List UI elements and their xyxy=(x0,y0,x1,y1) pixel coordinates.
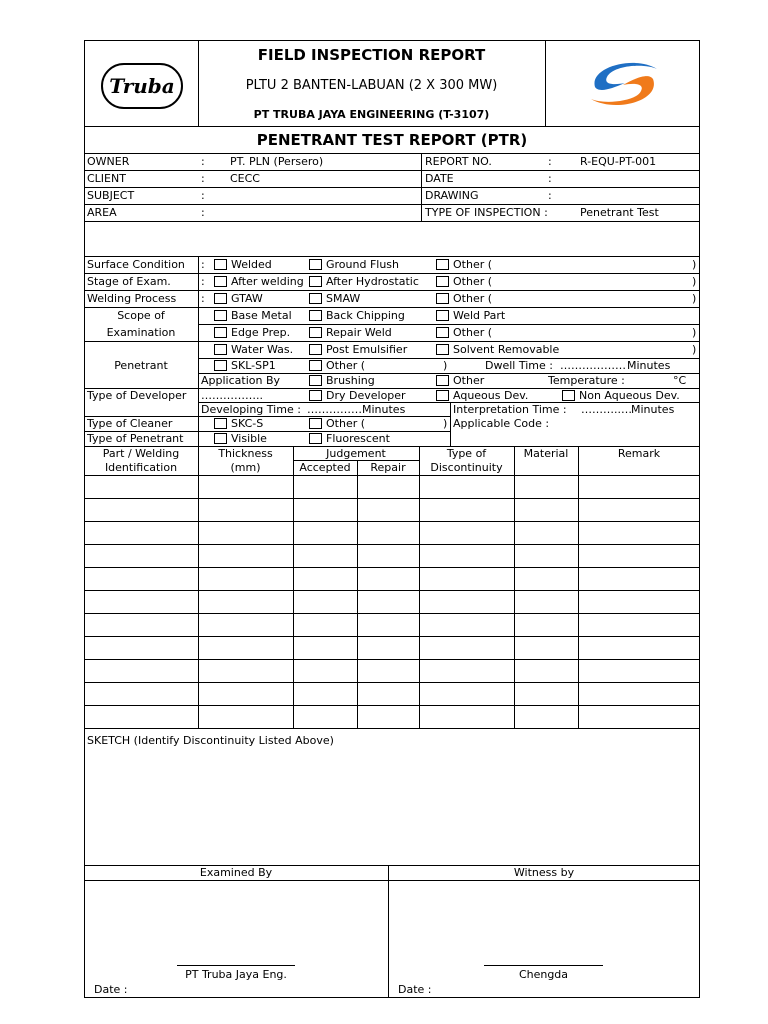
examiner-signature-line xyxy=(177,965,295,966)
checkbox-skl-sp1[interactable] xyxy=(214,360,227,371)
type-of-cleaner-label: Type of Cleaner xyxy=(87,417,173,430)
report-no-label: REPORT NO. xyxy=(425,155,492,168)
application-by-label: Application By xyxy=(201,374,281,387)
close-paren: ) xyxy=(692,343,697,356)
skc-s-label: SKC-S xyxy=(231,417,264,430)
checkbox-welded[interactable] xyxy=(214,259,227,270)
scope-label-line1: Scope of xyxy=(117,309,165,322)
col-type-header-line1: Type of xyxy=(446,447,487,460)
witness-org: Chengda xyxy=(518,968,569,981)
col-thickness-header-line2: (mm) xyxy=(230,461,261,474)
ground-flush-label: Ground Flush xyxy=(326,258,400,271)
colon: : xyxy=(201,189,205,202)
checkbox-other[interactable] xyxy=(309,418,322,429)
checkbox-other[interactable] xyxy=(436,259,449,270)
checkbox-dry-developer[interactable] xyxy=(309,390,322,401)
close-paren: ) xyxy=(443,417,448,430)
dwell-time-dots: ……………… xyxy=(560,359,626,372)
checkbox-other[interactable] xyxy=(309,360,322,371)
truba-logo-text: Truba xyxy=(109,74,175,98)
col-type-header-line2: Discontinuity xyxy=(430,461,503,474)
dwell-time-label: Dwell Time : xyxy=(485,359,553,372)
other-label: Other ( xyxy=(453,275,493,288)
witness-date-label: Date : xyxy=(398,983,432,996)
other-label: Other ( xyxy=(326,359,366,372)
checkbox-aqueous-dev[interactable] xyxy=(436,390,449,401)
checkbox-fluorescent[interactable] xyxy=(309,433,322,444)
type-of-penetrant-label: Type of Penetrant xyxy=(87,432,184,445)
interpretation-time-dots: ………..… xyxy=(581,403,632,416)
examiner-org: PT Truba Jaya Eng. xyxy=(185,968,287,981)
examined-by-label: Examined By xyxy=(199,866,273,879)
dwell-time-unit: Minutes xyxy=(627,359,671,372)
non-aqueous-dev-label: Non Aqueous Dev. xyxy=(579,389,680,402)
skl-sp1-label: SKL-SP1 xyxy=(231,359,276,372)
colon: : xyxy=(548,172,552,185)
surface-condition-label: Surface Condition xyxy=(87,258,185,271)
water-was-label: Water Was. xyxy=(231,343,294,356)
post-emulsifier-label: Post Emulsifier xyxy=(326,343,408,356)
checkbox-visible[interactable] xyxy=(214,433,227,444)
checkbox-edge-prep[interactable] xyxy=(214,327,227,338)
checkbox-other[interactable] xyxy=(436,293,449,304)
applicable-code-label: Applicable Code : xyxy=(453,417,550,430)
inspection-type-value: Penetrant Test xyxy=(580,206,659,219)
checkbox-after-welding[interactable] xyxy=(214,276,227,287)
weld-part-label: Weld Part xyxy=(453,309,506,322)
interpretation-time-label: Interpretation Time : xyxy=(453,403,567,416)
company-emblem-icon xyxy=(585,55,663,113)
colon: : xyxy=(201,292,205,305)
project-name: PLTU 2 BANTEN-LABUAN (2 X 300 MW) xyxy=(245,78,498,93)
base-metal-label: Base Metal xyxy=(231,309,292,322)
client-value: CECC xyxy=(230,172,260,185)
brushing-label: Brushing xyxy=(326,374,375,387)
dry-developer-label: Dry Developer xyxy=(326,389,406,402)
inspection-type-label: TYPE OF INSPECTION : xyxy=(425,206,548,219)
colon: : xyxy=(201,258,205,271)
checkbox-brushing[interactable] xyxy=(309,375,322,386)
colon: : xyxy=(201,155,205,168)
checkbox-gtaw[interactable] xyxy=(214,293,227,304)
checkbox-water-was[interactable] xyxy=(214,344,227,355)
col-thickness-header-line1: Thickness xyxy=(218,447,273,460)
smaw-label: SMAW xyxy=(326,292,361,305)
other-label: Other ( xyxy=(453,258,493,271)
checkbox-other[interactable] xyxy=(436,327,449,338)
fluorescent-label: Fluorescent xyxy=(326,432,390,445)
interpretation-time-unit: Minutes xyxy=(631,403,675,416)
col-repair-header: Repair xyxy=(370,461,406,474)
checkbox-post-emulsifier[interactable] xyxy=(309,344,322,355)
other-label: Other xyxy=(453,374,485,387)
colon: : xyxy=(201,206,205,219)
drawing-label: DRAWING xyxy=(425,189,479,202)
close-paren: ) xyxy=(692,258,697,271)
colon: : xyxy=(201,275,205,288)
developing-time-label: Developing Time : xyxy=(201,403,301,416)
temperature-label: Temperature : xyxy=(548,374,625,387)
checkbox-skc-s[interactable] xyxy=(214,418,227,429)
owner-label: OWNER xyxy=(87,155,130,168)
checkbox-repair-weld[interactable] xyxy=(309,327,322,338)
scope-label-line2: Examination xyxy=(106,326,176,339)
stage-of-exam-label: Stage of Exam. xyxy=(87,275,171,288)
examiner-date-label: Date : xyxy=(94,983,128,996)
checkbox-back-chipping[interactable] xyxy=(309,310,322,321)
checkbox-smaw[interactable] xyxy=(309,293,322,304)
owner-value: PT. PLN (Persero) xyxy=(230,155,324,168)
col-part-header-line2: Identification xyxy=(104,461,178,474)
other-label: Other ( xyxy=(453,292,493,305)
close-paren: ) xyxy=(692,275,697,288)
other-label: Other ( xyxy=(326,417,366,430)
sketch-label: SKETCH (Identify Discontinuity Listed Above) xyxy=(87,734,334,747)
witness-signature-line xyxy=(484,965,603,966)
area-label: AREA xyxy=(87,206,117,219)
header-title: FIELD INSPECTION REPORT xyxy=(257,46,486,64)
checkbox-ground-flush[interactable] xyxy=(309,259,322,270)
col-judgement-header: Judgement xyxy=(326,447,386,460)
subject-label: SUBJECT xyxy=(87,189,135,202)
col-remark-header: Remark xyxy=(617,447,661,460)
celsius-unit: °C xyxy=(673,374,687,387)
close-paren: ) xyxy=(443,359,448,372)
edge-prep-label: Edge Prep. xyxy=(231,326,291,339)
visible-label: Visible xyxy=(231,432,267,445)
colon: : xyxy=(201,172,205,185)
checkbox-other[interactable] xyxy=(436,375,449,386)
developing-time-value: ……………Minutes xyxy=(307,403,406,416)
colon: : xyxy=(548,189,552,202)
checkbox-base-metal[interactable] xyxy=(214,310,227,321)
report-no-value: R-EQU-PT-001 xyxy=(580,155,657,168)
company-name: PT TRUBA JAYA ENGINEERING (T-3107) xyxy=(253,108,490,121)
other-label: Other ( xyxy=(453,326,493,339)
checkbox-weld-part[interactable] xyxy=(436,310,449,321)
gtaw-label: GTAW xyxy=(231,292,263,305)
type-of-developer-label: Type of Developer xyxy=(87,389,187,402)
back-chipping-label: Back Chipping xyxy=(326,309,405,322)
close-paren: ) xyxy=(692,292,697,305)
solvent-removable-label: Solvent Removable xyxy=(453,343,560,356)
aqueous-dev-label: Aqueous Dev. xyxy=(453,389,529,402)
penetrant-label: Penetrant xyxy=(114,359,168,372)
after-welding-label: After welding xyxy=(231,275,304,288)
checkbox-non-aqueous-dev[interactable] xyxy=(562,390,575,401)
welding-process-label: Welding Process xyxy=(87,292,177,305)
checkbox-other[interactable] xyxy=(436,276,449,287)
witness-by-label: Witness by xyxy=(513,866,575,879)
repair-weld-label: Repair Weld xyxy=(326,326,392,339)
welded-label: Welded xyxy=(231,258,272,271)
checkbox-after-hydrostatic[interactable] xyxy=(309,276,322,287)
client-label: CLIENT xyxy=(87,172,126,185)
col-material-header: Material xyxy=(523,447,569,460)
col-part-header-line1: Part / Welding xyxy=(102,447,180,460)
report-title: PENETRANT TEST REPORT (PTR) xyxy=(256,131,528,149)
sketch-area[interactable] xyxy=(85,729,699,865)
col-accepted-header: Accepted xyxy=(299,461,351,474)
developer-dots: …………….. xyxy=(201,389,263,402)
close-paren: ) xyxy=(692,326,697,339)
colon: : xyxy=(548,155,552,168)
checkbox-solvent-removable[interactable] xyxy=(436,344,449,355)
after-hydrostatic-label: After Hydrostatic xyxy=(326,275,419,288)
date-label: DATE xyxy=(425,172,454,185)
